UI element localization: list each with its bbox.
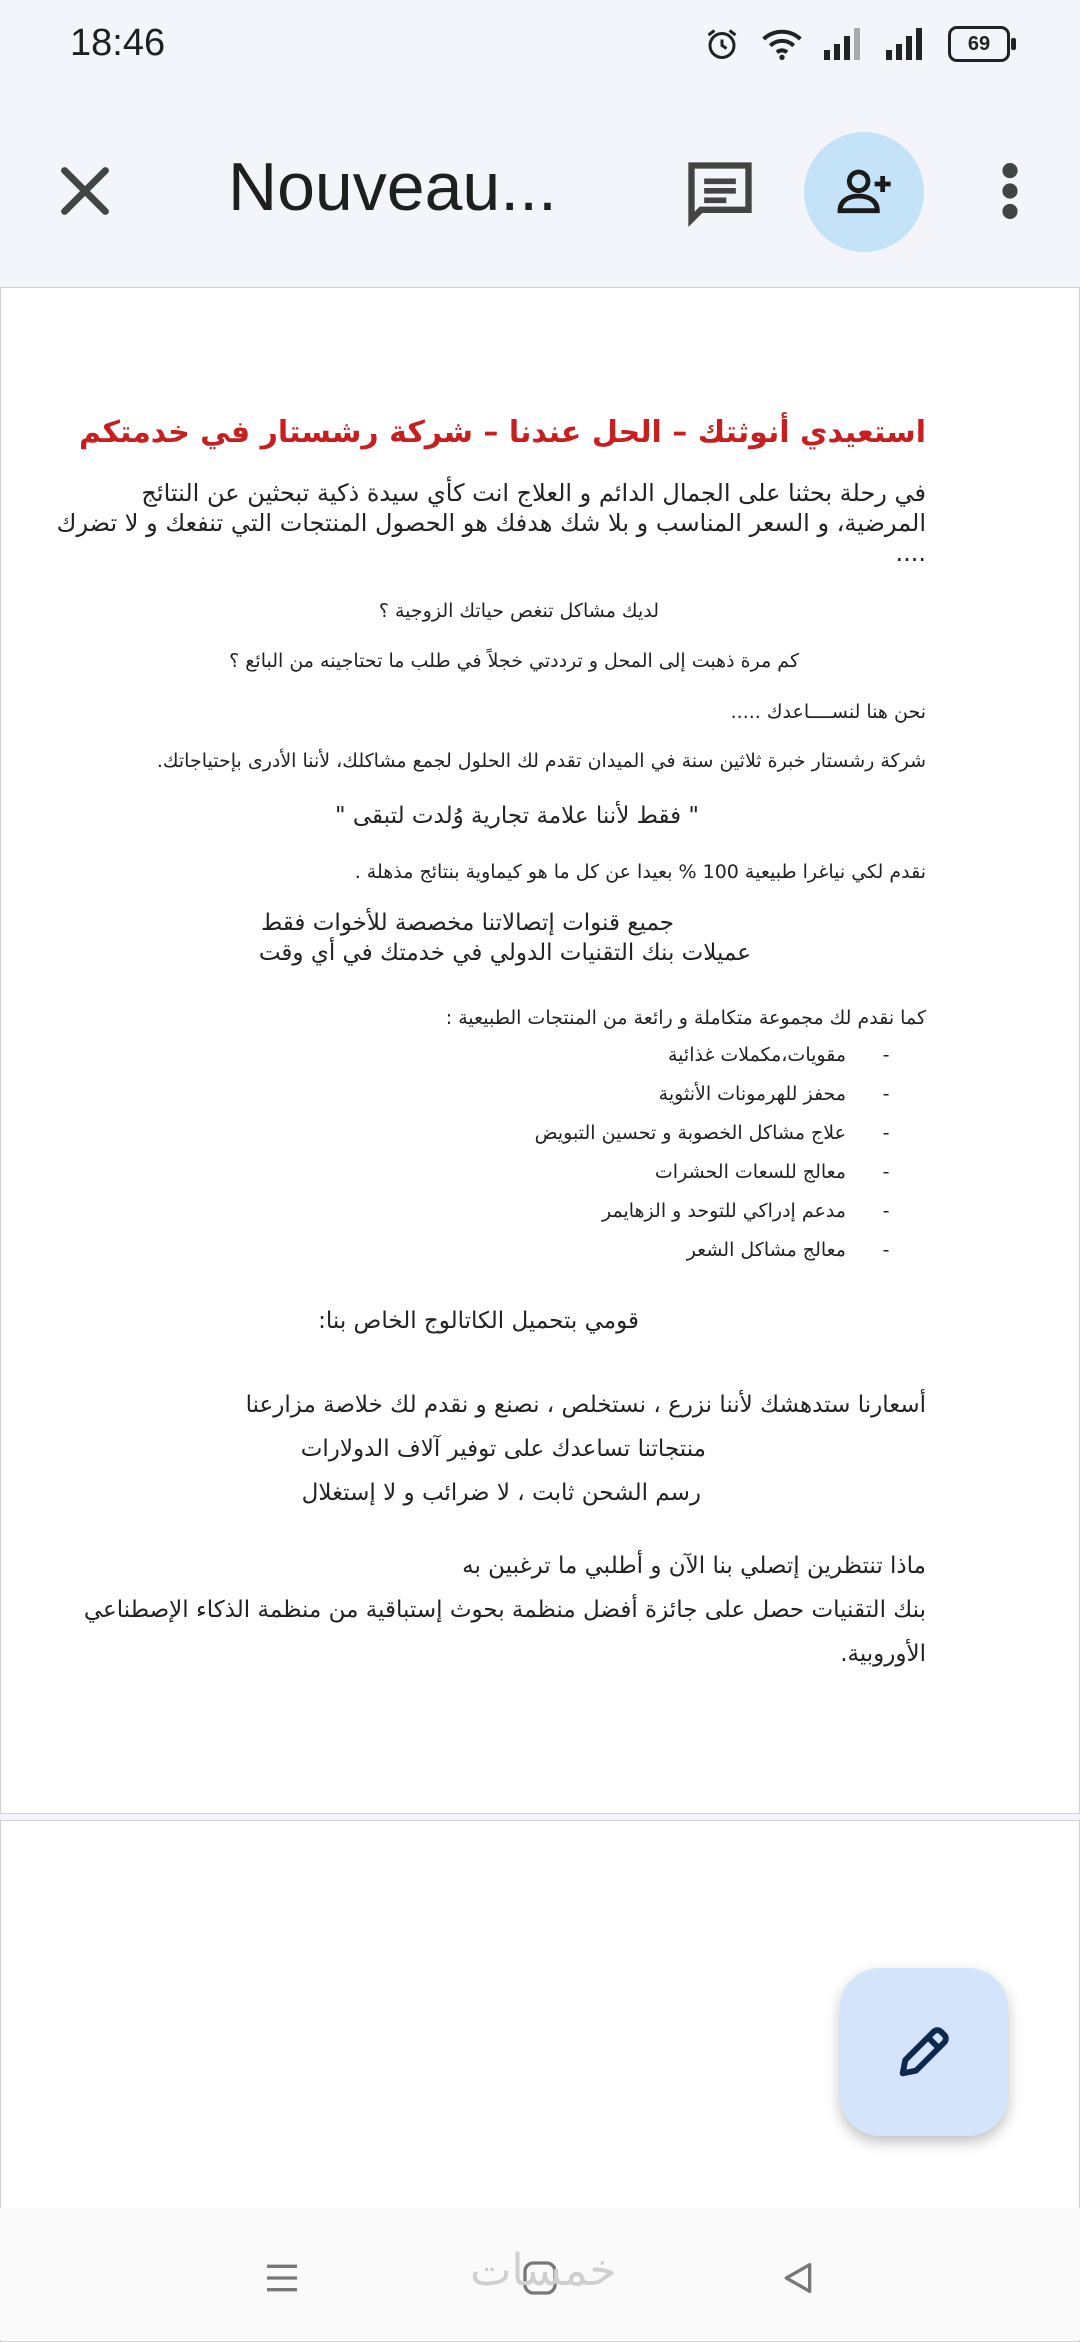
watermark-logo: خمسات (470, 2245, 617, 2296)
list-item-text: معالج للسعات الحشرات (654, 1161, 846, 1183)
doc-prices-line-2: منتجاتنا تساعدك على توفير آلاف الدولارات (300, 1436, 706, 1462)
doc-question-2: كم مرة ذهبت إلى المحل و ترددتي خجلاً في طلب ما تحتاجينه من البائع ؟ (229, 650, 799, 672)
close-icon (50, 156, 120, 226)
list-item-text: محفز للهرمونات الأنثوية (658, 1083, 846, 1105)
doc-intro-line-3: .... (895, 539, 926, 567)
list-item-text: معالج مشاكل الشعر (686, 1239, 846, 1261)
top-app-bar (0, 96, 1080, 286)
list-item (668, 1044, 906, 1066)
status-time: 18:46 (70, 22, 166, 64)
doc-prices-line-3: رسم الشحن ثابت ، لا ضرائب و لا إستغلال (301, 1480, 701, 1506)
doc-catalog-line: قومي بتحميل الكاتالوج الخاص بنا: (318, 1308, 639, 1334)
doc-offer-line: نقدم لكي نياغرا طبيعية 100 % بعيدا عن كل ما هو كيماوية بنتائج مذهلة . (354, 861, 926, 883)
signal-icon (824, 28, 864, 60)
list-item-text: علاج مشاكل الخصوبة و تحسين التبويض (534, 1122, 846, 1144)
list-item-text: مدعم إدراكي للتوحد و الزهايمر (601, 1200, 846, 1222)
doc-intro-line-1: في رحلة بحثنا على الجمال الدائم و العلاج انت كأي سيدة ذكية تبحثين عن النتائج (141, 479, 926, 507)
wifi-icon (762, 27, 802, 61)
add-person-icon (832, 160, 896, 224)
recents-icon[interactable] (262, 2258, 302, 2298)
list-item (535, 1122, 906, 1144)
doc-prices-line-1: أسعارنا ستدهشك لأننا نزرع ، نستخلص ، نصنع و نقدم لك خلاصة مزارعنا (245, 1392, 926, 1418)
status-icons (704, 26, 1010, 62)
list-item (659, 1083, 906, 1105)
comment-icon (680, 156, 760, 232)
doc-slogan: " فقط لأننا علامة تجارية وُلدت لتبقى " (335, 803, 699, 829)
more-vert-icon (990, 156, 1030, 226)
document-page[interactable] (0, 287, 1080, 1814)
doc-help-line: نحن هنا لنســــاعدك ..... (730, 701, 926, 723)
doc-heading: استعيدي أنوثتك – الحل عندنا – شركة رشستار في خدمتكم (78, 415, 926, 450)
comments-button[interactable] (680, 156, 760, 232)
alarm-icon (704, 26, 740, 62)
edit-fab[interactable] (840, 1968, 1008, 2136)
list-item (687, 1239, 906, 1261)
bullet-dash: - (882, 1239, 890, 1261)
back-icon[interactable] (778, 2258, 818, 2298)
bullet-dash: - (882, 1200, 890, 1222)
status-bar (0, 0, 1080, 96)
bullet-dash: - (882, 1083, 890, 1105)
signal-icon-2 (886, 28, 926, 60)
doc-channels-line-1: جميع قنوات إتصالاتنا مخصصة للأخوات فقط (260, 910, 674, 936)
list-item (655, 1161, 906, 1183)
list-item-text: مقويات،مكملات غذائية (667, 1044, 846, 1066)
edit-pencil-icon (892, 2020, 956, 2084)
doc-cta-line: ماذا تنتظرين إتصلي بنا الآن و أطلبي ما ترغبين به (462, 1553, 926, 1579)
bullet-dash: - (882, 1161, 890, 1183)
doc-company-line: شركة رشستار خبرة ثلاثين سنة في الميدان تقدم لك الحلول لجمع مشاكلك، لأننا الأدرى بإحتياجاتك. (156, 750, 926, 772)
bullet-dash: - (882, 1044, 890, 1066)
share-button[interactable] (804, 132, 924, 252)
close-button[interactable] (50, 156, 120, 226)
bullet-dash: - (882, 1122, 890, 1144)
document-title: Nouveau... (228, 149, 557, 225)
doc-award-line-2: الأوروبية. (840, 1641, 926, 1667)
more-options-button[interactable] (990, 156, 1030, 226)
doc-range-intro: كما نقدم لك مجموعة متكاملة و رائعة من المنتجات الطبيعية : (445, 1007, 926, 1029)
doc-channels-line-2: عميلات بنك التقنيات الدولي في خدمتك في أي وقت (258, 940, 751, 966)
battery-indicator: 69 (948, 26, 1010, 62)
doc-intro-line-2: المرضية، و السعر المناسب و بلا شك هدفك هو الحصول المنتجات التي تنفعك و لا تضرك (56, 509, 926, 537)
list-item (602, 1200, 906, 1222)
doc-question-1: لديك مشاكل تنغص حياتك الزوجية ؟ (378, 600, 659, 622)
doc-award-line-1: بنك التقنيات حصل على جائزة أفضل منظمة بحوث إستباقية من منظمة الذكاء الإصطناعي (83, 1597, 926, 1623)
